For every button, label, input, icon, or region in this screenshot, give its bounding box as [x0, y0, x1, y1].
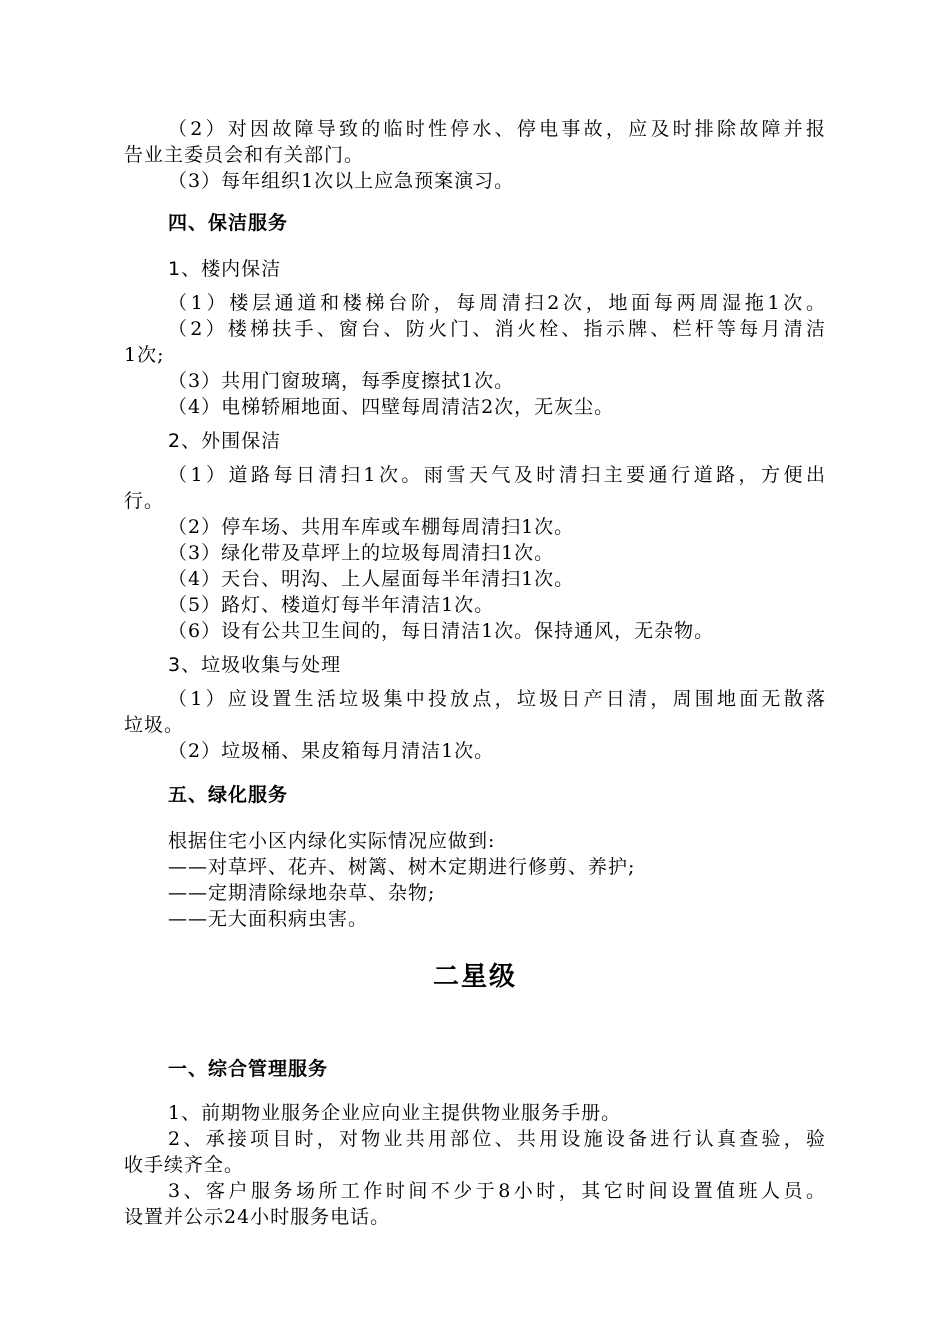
paragraph-line: 告业主委员会和有关部门。	[124, 144, 365, 166]
list-item: ——无大面积病虫害。	[168, 908, 369, 930]
subsection-heading: 3、垃圾收集与处理	[168, 654, 342, 676]
paragraph-line: （3）共用门窗玻璃，每季度擦拭1次。	[168, 370, 515, 392]
paragraph-line: 3、客户服务场所工作时间不少于8小时，其它时间设置值班人员。	[168, 1180, 826, 1202]
paragraph-line: （2）对因故障导致的临时性停水、停电事故，应及时排除故障并报	[168, 118, 826, 140]
paragraph-line: 根据住宅小区内绿化实际情况应做到:	[168, 830, 496, 852]
paragraph-line: （6）设有公共卫生间的，每日清洁1次。保持通风，无杂物。	[168, 620, 715, 642]
paragraph-line: （2）垃圾桶、果皮箱每月清洁1次。	[168, 740, 495, 762]
list-item: ——对草坪、花卉、树篱、树木定期进行修剪、养护;	[168, 856, 636, 878]
paragraph-line: 1次;	[124, 344, 165, 366]
paragraph-line: （4）天台、明沟、上人屋面每半年清扫1次。	[168, 568, 575, 590]
list-item: ——定期清除绿地杂草、杂物;	[168, 882, 436, 904]
paragraph-line: （4）电梯轿厢地面、四壁每周清洁2次，无灰尘。	[168, 396, 615, 418]
paragraph-line: 2、承接项目时，对物业共用部位、共用设施设备进行认真查验，验	[168, 1128, 826, 1150]
section-heading: 五、绿化服务	[168, 784, 289, 806]
paragraph-line: （3）绿化带及草坪上的垃圾每周清扫1次。	[168, 542, 555, 564]
paragraph-line: （2）停车场、共用车库或车棚每周清扫1次。	[168, 516, 575, 538]
paragraph-line: （2）楼梯扶手、窗台、防火门、消火栓、指示牌、栏杆等每月清洁	[168, 318, 826, 340]
paragraph-line: 行。	[124, 490, 165, 512]
chapter-title: 二星级	[432, 962, 517, 992]
section-heading: 四、保洁服务	[168, 212, 289, 234]
paragraph-line: 收手续齐全。	[124, 1154, 245, 1176]
paragraph-line: （5）路灯、楼道灯每半年清洁1次。	[168, 594, 495, 616]
subsection-heading: 1、楼内保洁	[168, 258, 282, 280]
paragraph-line: （3）每年组织1次以上应急预案演习。	[168, 170, 515, 192]
subsection-heading: 2、外围保洁	[168, 430, 282, 452]
paragraph-line: （1）道路每日清扫1次。雨雪天气及时清扫主要通行道路，方便出	[168, 464, 826, 486]
paragraph-line: 设置并公示24小时服务电话。	[124, 1206, 391, 1228]
paragraph-line: 垃圾。	[124, 714, 185, 736]
paragraph-line: 1、前期物业服务企业应向业主提供物业服务手册。	[168, 1102, 622, 1124]
paragraph-line: （1）应设置生活垃圾集中投放点，垃圾日产日清，周围地面无散落	[168, 688, 826, 710]
paragraph-line: （1）楼层通道和楼梯台阶，每周清扫2次，地面每两周湿拖1次。	[168, 292, 826, 314]
section-heading: 一、综合管理服务	[168, 1058, 329, 1080]
